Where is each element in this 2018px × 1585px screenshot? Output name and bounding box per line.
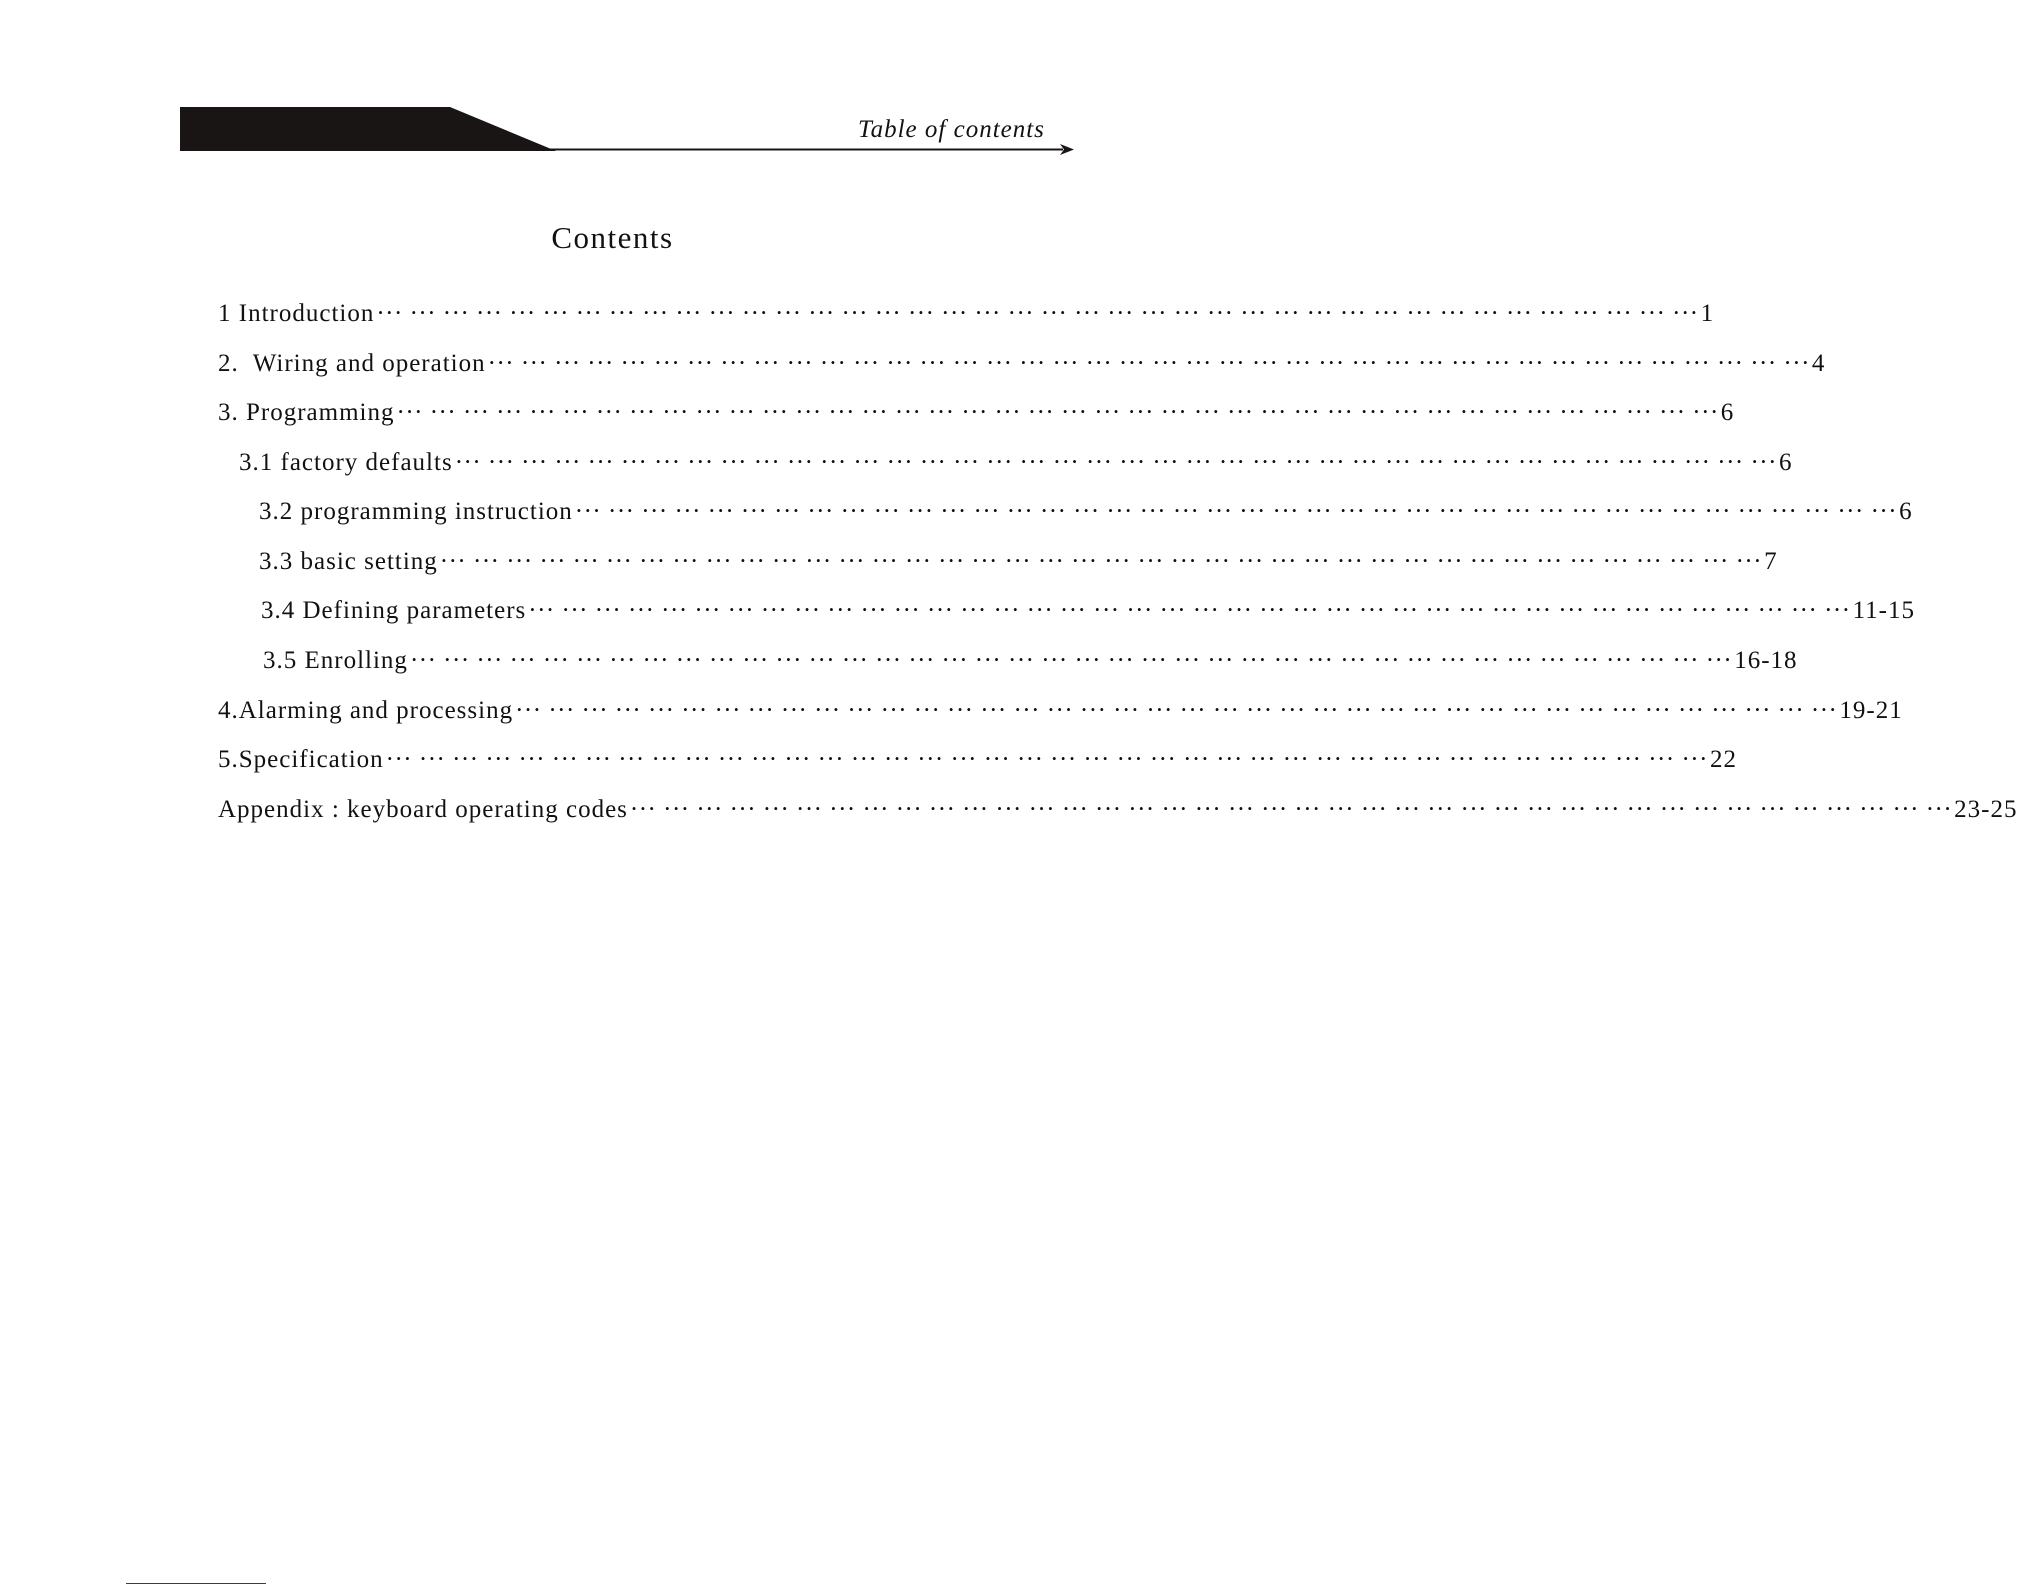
toc-dot-leader: ··· ··· ··· ··· ··· ··· ··· ··· ··· ··· ··· ··· ··· ··· ··· ··· ··· ··· ··· ··· ··· ··· ··· ··· ··· ··· ··· ··· ··· ··· ··· ··· ··· ··· ··· ··· ··· ··· ··· ··· — [439, 548, 1763, 575]
toc-entry-label: 3.3 basic setting — [259, 548, 438, 575]
toc-entry-enrolling[interactable] — [263, 647, 1798, 683]
toc-entry-page: 11-15 — [1852, 597, 1915, 624]
toc-dot-leader: ··· ··· ··· ··· ··· ··· ··· ··· ··· ··· ··· ··· ··· ··· ··· ··· ··· ··· ··· ··· ··· ··· ··· ··· ··· ··· ··· ··· ··· ··· ··· ··· ··· ··· ··· ··· ··· ··· ··· ··· — [376, 300, 1699, 327]
toc-entry-page: 1 — [1700, 300, 1715, 327]
toc-entry-specification[interactable] — [218, 746, 1737, 782]
toc-entry-appendix[interactable] — [218, 796, 2018, 832]
toc-entry-page: 7 — [1764, 548, 1778, 575]
toc-entry-page: 4 — [1811, 350, 1826, 377]
toc-entry-page: 19-21 — [1839, 697, 1903, 724]
toc-entry-label: 2. Wiring and operation — [218, 350, 486, 377]
toc-entry-page: 6 — [1899, 498, 1913, 525]
toc-entry-label: 1 Introduction — [218, 300, 375, 327]
toc-entry-label: 4.Alarming and processing — [218, 697, 514, 724]
toc-entry-wiring-and-operation[interactable] — [218, 350, 1826, 386]
toc-entry-label: 3.4 Defining parameters — [261, 597, 527, 624]
toc-entry-introduction[interactable] — [218, 300, 1715, 336]
toc-entry-defining-parameters[interactable] — [261, 597, 1915, 633]
toc-dot-leader: ··· ··· ··· ··· ··· ··· ··· ··· ··· ··· ··· ··· ··· ··· ··· ··· ··· ··· ··· ··· ··· ··· ··· ··· ··· ··· ··· ··· ··· ··· ··· ··· ··· ··· ··· ··· ··· ··· ··· ··· — [629, 796, 1953, 823]
toc-entry-alarming-and-processing[interactable] — [218, 697, 1903, 733]
toc-entry-label: 3.1 factory defaults — [239, 449, 453, 476]
toc-entry-programming-instruction[interactable] — [259, 498, 1913, 534]
toc-entry-label: 3.5 Enrolling — [263, 647, 408, 674]
toc-dot-leader: ··· ··· ··· ··· ··· ··· ··· ··· ··· ··· ··· ··· ··· ··· ··· ··· ··· ··· ··· ··· ··· ··· ··· ··· ··· ··· ··· ··· ··· ··· ··· ··· ··· ··· ··· ··· ··· ··· ··· ··· — [454, 449, 1777, 476]
toc-entry-label: Appendix : keyboard operating codes — [218, 796, 628, 823]
toc-entry-page: 22 — [1709, 746, 1737, 773]
toc-entry-label: 5.Specification — [218, 746, 384, 773]
footer-divider — [126, 1583, 266, 1584]
toc-entry-programming[interactable] — [218, 399, 1735, 435]
toc-entry-label: 3.2 programming instruction — [259, 498, 573, 525]
toc-entry-page: 6 — [1720, 399, 1735, 426]
toc-entry-page: 6 — [1778, 449, 1793, 476]
toc-entry-page: 23-25 — [1954, 796, 2018, 823]
toc-dot-leader: ··· ··· ··· ··· ··· ··· ··· ··· ··· ··· ··· ··· ··· ··· ··· ··· ··· ··· ··· ··· ··· ··· ··· ··· ··· ··· ··· ··· ··· ··· ··· ··· ··· ··· ··· ··· ··· ··· ··· ··· — [396, 399, 1719, 426]
header-dark-bar — [180, 107, 556, 151]
toc-entry-label: 3. Programming — [218, 399, 395, 426]
toc-dot-leader: ··· ··· ··· ··· ··· ··· ··· ··· ··· ··· ··· ··· ··· ··· ··· ··· ··· ··· ··· ··· ··· ··· ··· ··· ··· ··· ··· ··· ··· ··· ··· ··· ··· ··· ··· ··· ··· ··· ··· ··· — [487, 350, 1810, 377]
toc-entry-factory-defaults[interactable] — [239, 449, 1793, 485]
toc-dot-leader: ··· ··· ··· ··· ··· ··· ··· ··· ··· ··· ··· ··· ··· ··· ··· ··· ··· ··· ··· ··· ··· ··· ··· ··· ··· ··· ··· ··· ··· ··· ··· ··· ··· ··· ··· ··· ··· ··· ··· ··· — [574, 498, 1898, 525]
toc-entry-basic-setting[interactable] — [259, 548, 1778, 584]
toc-dot-leader: ··· ··· ··· ··· ··· ··· ··· ··· ··· ··· ··· ··· ··· ··· ··· ··· ··· ··· ··· ··· ··· ··· ··· ··· ··· ··· ··· ··· ··· ··· ··· ··· ··· ··· ··· ··· ··· ··· ··· ··· — [409, 647, 1733, 674]
toc-dot-leader: ··· ··· ··· ··· ··· ··· ··· ··· ··· ··· ··· ··· ··· ··· ··· ··· ··· ··· ··· ··· ··· ··· ··· ··· ··· ··· ··· ··· ··· ··· ··· ··· ··· ··· ··· ··· ··· ··· ··· ··· — [528, 597, 1851, 624]
toc-entry-page: 16-18 — [1734, 647, 1798, 674]
toc-dot-leader: ··· ··· ··· ··· ··· ··· ··· ··· ··· ··· ··· ··· ··· ··· ··· ··· ··· ··· ··· ··· ··· ··· ··· ··· ··· ··· ··· ··· ··· ··· ··· ··· ··· ··· ··· ··· ··· ··· ··· ··· — [515, 697, 1838, 724]
header-banner — [0, 0, 1225, 170]
page-title: Contents — [551, 220, 674, 255]
toc-dot-leader: ··· ··· ··· ··· ··· ··· ··· ··· ··· ··· ··· ··· ··· ··· ··· ··· ··· ··· ··· ··· ··· ··· ··· ··· ··· ··· ··· ··· ··· ··· ··· ··· ··· ··· ··· ··· ··· ··· ··· ··· — [385, 746, 1708, 773]
header-section-title: Table of contents — [858, 116, 1045, 143]
